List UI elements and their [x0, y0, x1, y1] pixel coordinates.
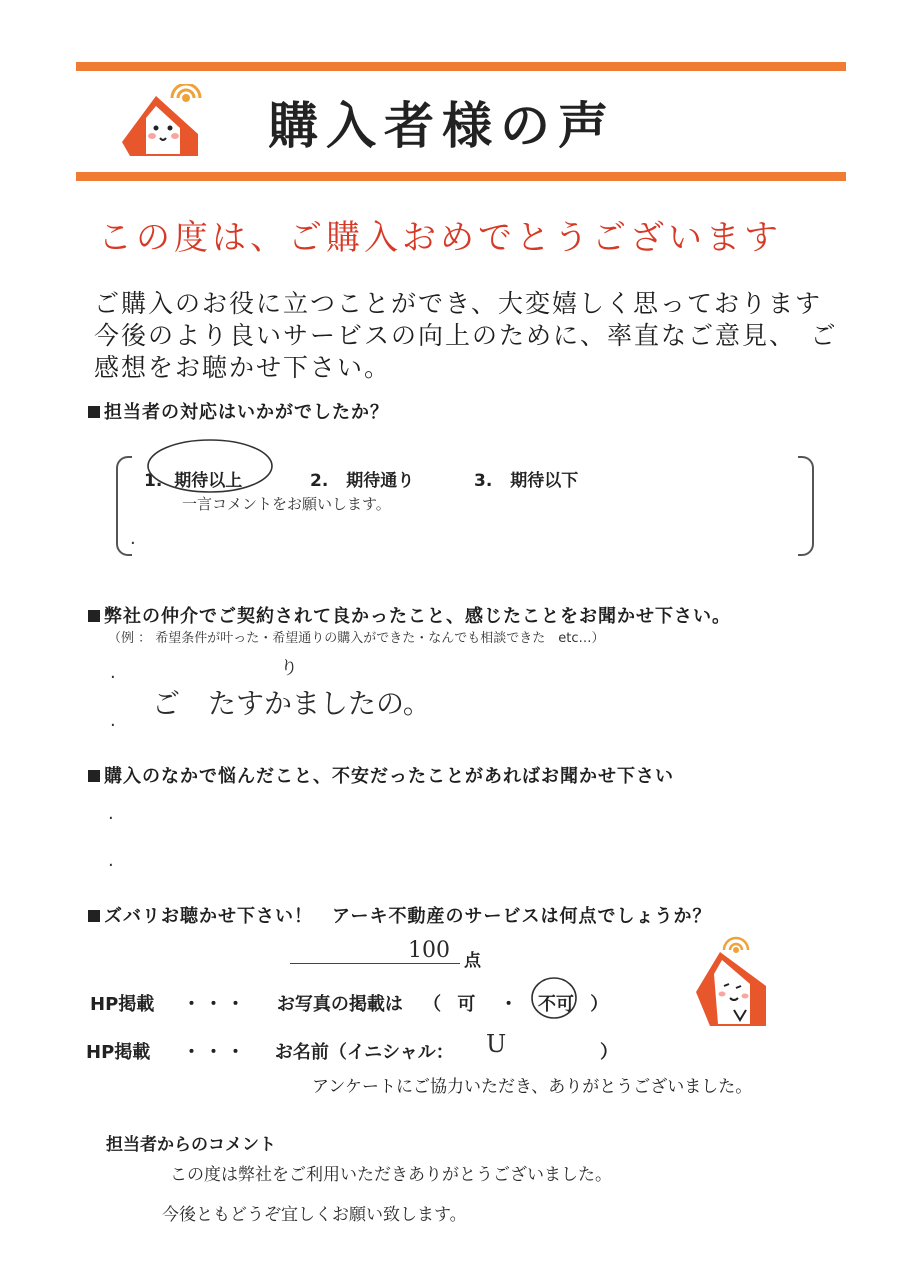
- q3-heading: [88, 762, 674, 788]
- hp-name-row: [86, 1038, 454, 1064]
- option-number: 1.: [144, 471, 163, 491]
- q1-heading: [88, 398, 389, 424]
- selection-circle: [526, 970, 582, 1022]
- option-label: 期待以下: [510, 471, 579, 491]
- q2-heading: [88, 602, 731, 628]
- score-value: 100: [408, 938, 450, 963]
- intro-line-3: 感想をお聴かせ下さい。: [94, 353, 392, 382]
- header-bottom-rule: [76, 172, 846, 181]
- q1-comment-prompt: 一言コメントをお願いします。: [182, 495, 391, 513]
- q2-answer: ご たすかましたの。: [152, 687, 431, 720]
- hp-photo-open-paren: （: [423, 994, 442, 1015]
- hp-photo-dots: ・・・: [182, 994, 249, 1015]
- option-label: 期待通り: [346, 471, 415, 491]
- staff-comment-heading: 担当者からのコメント: [106, 1135, 276, 1155]
- right-bracket: [798, 456, 814, 556]
- q4-heading-text: ズバリお聴かせ下さい！ アーキ不動産のサービスは何点でしょうか？: [104, 906, 712, 927]
- square-bullet-icon: [88, 406, 100, 418]
- square-bullet-icon: [88, 910, 100, 922]
- selection-circle: [140, 432, 276, 496]
- intro-line-1: ご購入のお役に立つことができ、大変嬉しく思っております: [94, 289, 823, 318]
- option-number: 3.: [474, 471, 493, 491]
- list-dot: .: [110, 710, 116, 731]
- q2-answer-insert: り: [280, 658, 298, 679]
- q2-example: （例 ： 希望条件が叶った・希望通りの購入ができた・なんでも相談できた etc…）: [108, 631, 605, 646]
- hp-photo-close-paren: ）: [590, 994, 609, 1015]
- hp-name-label: HP掲載: [86, 1042, 151, 1063]
- hp-name-question: お名前（イニシャル：: [274, 1042, 454, 1063]
- score-unit: 点: [464, 951, 481, 971]
- hp-name-initial[interactable]: U: [486, 1030, 507, 1058]
- hp-photo-question: お写真の掲載は: [276, 994, 403, 1015]
- hp-photo-separator: ・: [499, 994, 518, 1015]
- hp-name-dots: ・・・: [182, 1042, 249, 1063]
- list-dot: .: [130, 528, 136, 549]
- congratulations-heading: この度は、ご購入おめでとうございます: [98, 218, 782, 258]
- list-dot: .: [108, 850, 114, 871]
- house-mascot-icon: [118, 84, 216, 162]
- q1-option-3[interactable]: [474, 466, 578, 491]
- option-label: 期待以上: [174, 471, 243, 491]
- staff-comment-line-1: この度は弊社をご利用いただきありがとうございました。: [170, 1165, 612, 1185]
- square-bullet-icon: [88, 610, 100, 622]
- q1-option-2[interactable]: [310, 466, 414, 491]
- staff-comment-line-2: 今後ともどうぞ宜しくお願い致します。: [162, 1205, 467, 1225]
- list-dot: .: [110, 662, 116, 683]
- hp-photo-no[interactable]: 不可: [537, 994, 574, 1015]
- hp-photo-label: HP掲載: [90, 994, 155, 1015]
- page-title: 購入者様の声: [268, 97, 616, 155]
- q3-heading-text: 購入のなかで悩んだこと、不安だったことがあればお聞かせ下さい: [104, 766, 674, 787]
- q4-heading: [88, 902, 711, 928]
- score-underline: [290, 963, 460, 964]
- thanks-message: アンケートにご協力いただき、ありがとうございました。: [312, 1077, 753, 1097]
- header-top-rule: [76, 62, 846, 71]
- hp-photo-yes[interactable]: 可: [457, 994, 476, 1015]
- mascot-icon: [690, 930, 776, 1034]
- square-bullet-icon: [88, 770, 100, 782]
- intro-line-2: 今後のより良いサービスの向上のために、率直なご意見、 ご: [94, 321, 838, 350]
- list-dot: .: [108, 803, 114, 824]
- q1-heading-text: 担当者の対応はいかがでしたか？: [104, 402, 389, 423]
- option-number: 2.: [310, 471, 329, 491]
- hp-name-close-paren: ）: [600, 1042, 618, 1063]
- q2-heading-text: 弊社の仲介でご契約されて良かったこと、感じたことをお聞かせ下さい。: [104, 606, 731, 627]
